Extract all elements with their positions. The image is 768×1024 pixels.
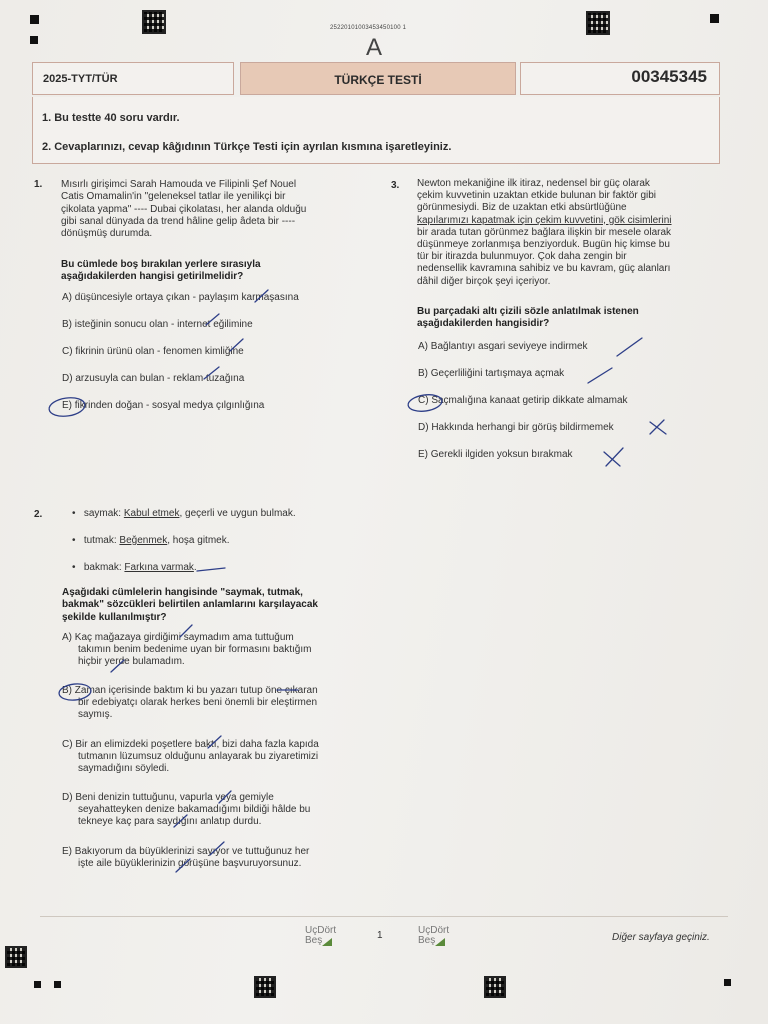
- stem-line: nedensellik kavramına sahibiz ve bu kavram, güç alanları: [417, 263, 671, 275]
- logo-text: Beş: [418, 935, 436, 946]
- cross-mark: [650, 420, 666, 434]
- option-line: C) Bir an elimizdeki poşetlere baktı, bizi daha fazla kapıda: [62, 739, 319, 750]
- bullet-item: • bakmak: Farkına varmak.: [72, 562, 197, 573]
- option-line: E) Bakıyorum da büyüklerinizi sayıyor ve tuttuğunuz her: [62, 846, 310, 857]
- exam-code: 2025-TYT/TÜR: [32, 62, 234, 95]
- q1-option-d[interactable]: D) arzusuyla can bulan - reklam tuzağına: [62, 373, 245, 384]
- publisher-logo: [305, 926, 336, 946]
- stem-line: görünmesiydi. Biz de uzaktan etki absürtlüğüne: [417, 202, 627, 214]
- bullet-item: • tutmak: Beğenmek, hoşa gitmek.: [72, 535, 230, 546]
- option-line: A) Kaç mağazaya girdiğimi saymadım ama tuttuğum: [62, 632, 294, 643]
- publisher-logo: [418, 926, 449, 946]
- q3-option-b[interactable]: B) Geçerliliğini tartışmaya açmak: [418, 368, 565, 379]
- cross-mark: [176, 859, 190, 872]
- option-line: D) Beni denizin tuttuğunu, vapurla veya gemiyle: [62, 792, 274, 803]
- cross-mark: [180, 625, 192, 637]
- bullet-word: bakmak:: [83, 562, 122, 573]
- cross-mark: [206, 314, 219, 325]
- stem-line: düşünmeye zorlanmışa benziyorduk. Bugün hiç kimse bu: [417, 239, 670, 251]
- cross-mark: [604, 448, 623, 466]
- cross-mark: [208, 736, 221, 748]
- stem-line-underlined: kapılarımızı kapatmak için çekim kuvvetini, gök cisimlerini: [417, 214, 672, 226]
- page-number: 1: [377, 930, 383, 941]
- question-line: Bu parçadaki altı çizili sözle anlatılmak istenen: [417, 306, 639, 317]
- logo-text: UçDört: [418, 925, 450, 936]
- option-line: hiçbir yerde bulamadım.: [78, 656, 185, 668]
- cross-mark: [588, 368, 612, 383]
- question-line: şekilde kullanılmıştır?: [62, 611, 167, 623]
- stem-line: Newton mekaniğine ilk itiraz, nedensel bir güç olarak: [417, 178, 650, 189]
- bullet-rest: .: [193, 562, 197, 573]
- test-title: TÜRKÇE TESTİ: [240, 62, 516, 95]
- instruction-line: 1. Bu testte 40 soru vardır.: [42, 112, 180, 124]
- stem-line: dâhil diğer birçok şeyi içeriyor.: [417, 275, 551, 287]
- cross-mark: [219, 791, 231, 803]
- q1-option-e[interactable]: E) fikrinden doğan - sosyal medya çılgınlığına: [62, 400, 265, 411]
- question-number: 1.: [34, 179, 43, 190]
- logo-triangle-icon: [435, 938, 445, 946]
- q3-option-d[interactable]: D) Hakkında herhangi bir görüş bildirmemek: [418, 422, 614, 433]
- question-number: 2.: [34, 509, 43, 520]
- cross-mark: [210, 842, 224, 855]
- question-line: Aşağıdaki cümlelerin hangisinde "saymak, tutmak,: [62, 587, 303, 598]
- question-line: aşağıdakilerden hangisidir?: [417, 318, 550, 330]
- bullet-rest: , geçerli ve uygun bulmak.: [179, 508, 296, 519]
- cross-mark: [174, 815, 187, 827]
- option-line: işte aile büyüklerinizin görüşüne başvuruyorsunuz.: [78, 858, 302, 870]
- stem-line: tür bir itirazda bulunmuyor. Çok daha zengin bir: [417, 251, 627, 263]
- bullet-word: saymak:: [83, 508, 122, 519]
- question-line: bakmak" sözcükleri belirtilen anlamlarını karşılayacak: [62, 599, 318, 611]
- answer-circle-q2-b: [58, 682, 91, 701]
- option-line: B) Zaman içerisinde baktım ki bu yazarı tutup öne çıkaran: [62, 685, 318, 696]
- logo-triangle-icon: [322, 938, 332, 946]
- option-line: tekneye kaç para saydığını anlatıp durdu.: [78, 816, 262, 828]
- logo-text: Beş: [305, 935, 323, 946]
- answer-circle-q1-e: [48, 396, 86, 419]
- candidate-number: 00345345: [520, 62, 720, 95]
- stem-line: gibi sanal dünyada da trend hâline gelip âdeta bir ----: [61, 215, 296, 227]
- cross-mark: [230, 339, 243, 351]
- question-line: aşağıdakilerden hangisi getirilmelidir?: [61, 271, 244, 283]
- underline-mark: [197, 568, 225, 571]
- logo-text: UçDört: [305, 925, 337, 936]
- cross-mark: [111, 660, 124, 672]
- answer-circle-q3-c: [407, 393, 443, 414]
- stem-line: çikolata yapma" ---- Dubai çikolatası, her alanda olduğu: [61, 203, 307, 215]
- option-line: saymış.: [78, 709, 113, 721]
- q3-option-e[interactable]: E) Gerekli ilgiden yoksun bırakmak: [418, 449, 573, 460]
- question-line: Bu cümlede boş bırakılan yerlere sırasıyla: [61, 259, 261, 270]
- option-line: saymadığını söyledi.: [78, 763, 170, 775]
- q1-option-c[interactable]: C) fikrinin ürünü olan - fenomen kimliğine: [62, 346, 244, 357]
- q1-option-a[interactable]: A) düşüncesiyle ortaya çıkan - paylaşım karmaşasına: [62, 292, 299, 303]
- bullet-meaning: Beğenmek: [119, 535, 168, 546]
- bullet-word: tutmak:: [83, 535, 117, 546]
- stem-line: Mısırlı girişimci Sarah Hamouda ve Filipinli Şef Nouel: [61, 179, 297, 190]
- option-line: tutmanın lüzumsuz olduğunu anlayarak bu ziyaretimizi: [78, 751, 319, 763]
- option-line: takımın benim bedenime uyan bir formasını baktığım: [78, 644, 312, 656]
- cross-mark: [255, 290, 268, 302]
- option-line: bir edebiyatçı olarak herkes beni önemli bir eleştirmen: [78, 697, 318, 709]
- footer-divider: [40, 916, 728, 917]
- question-number: 3.: [391, 180, 400, 191]
- barcode-number: 25220101003453450100 1: [330, 25, 407, 31]
- next-page-note: Diğer sayfaya geçiniz.: [612, 932, 710, 943]
- option-line: seyahatteyken denize bakamadığımı bildiği hâlde bu: [78, 804, 311, 816]
- q3-option-c[interactable]: C) Saçmalığına kanaat getirip dikkate almamak: [418, 395, 628, 406]
- cross-mark: [617, 338, 642, 356]
- q1-option-b[interactable]: B) isteğinin sonucu olan - internet eğilimine: [62, 319, 253, 330]
- stem-line: Catis Omamalin'in "geleneksel tatlar ile yenilikçi bir: [61, 191, 286, 203]
- bullet-meaning: Farkına varmak: [124, 562, 194, 573]
- q3-option-a[interactable]: A) Bağlantıyı asgari seviyeye indirmek: [418, 341, 588, 352]
- bullet-rest: , hoşa gitmek.: [167, 535, 230, 546]
- booklet-type: A: [366, 34, 383, 61]
- bullet-meaning: Kabul etmek: [123, 508, 180, 519]
- stem-line: bir arada tutan görünmez bağlara ilişkin bir mesele olarak: [417, 226, 672, 238]
- bullet-item: • saymak: Kabul etmek, geçerli ve uygun bulmak.: [72, 508, 296, 519]
- instruction-line: 2. Cevaplarınızı, cevap kâğıdının Türkçe Testi için ayrılan kısmına işaretleyiniz.: [42, 141, 452, 153]
- stem-line: çekim kuvvetinin uzaktan etkide bulunan bir faktör gibi: [417, 190, 657, 202]
- cross-mark: [204, 367, 219, 379]
- stem-line: dönüşmüş durumda.: [61, 228, 153, 240]
